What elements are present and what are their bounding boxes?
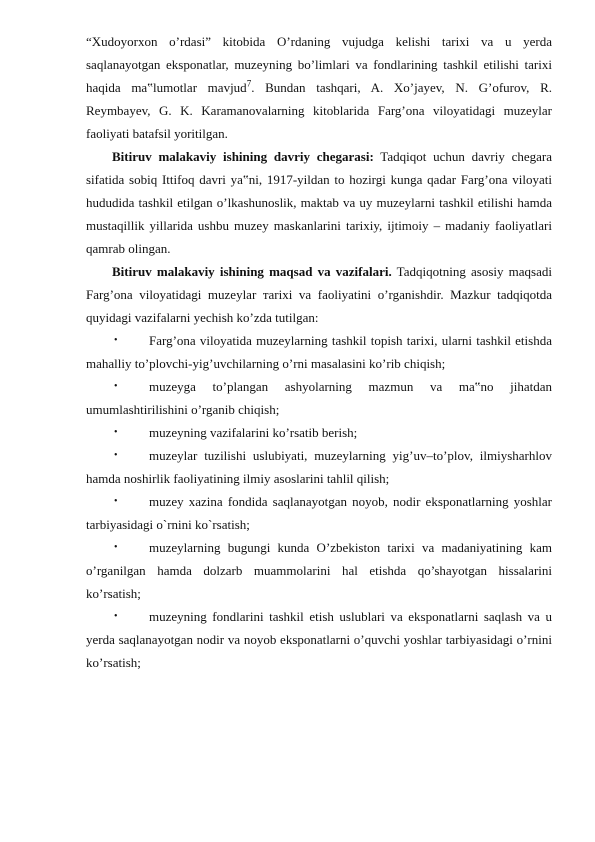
list-item (86, 329, 552, 375)
goals-text: Tadqiqotning asosiy maqsadi Farg’ona viloyatidagi muzeylar тarixi va faoliyatini o’rganishdir. Mazkur tadqiqotda quyidagi vazifalarni yechish ko’zda tutilgan: (86, 264, 552, 325)
bullet-icon: • (114, 335, 118, 346)
list-item (86, 490, 552, 536)
footnote-marker[interactable]: 7 (246, 78, 252, 89)
list-item (86, 444, 552, 490)
paragraph-goals (86, 260, 552, 329)
bullet-icon: • (114, 427, 118, 438)
paragraph-sources-tail: . Bundan tashqari, A. Xo’jayev, N. G’ofurov, R. Reymbayev, G. K. Karamanovalarning kitoblarida Farg’ona viloyatidagi muzeylar faoliyati batafsil yoritilgan. (86, 80, 552, 141)
list-item (86, 421, 552, 444)
period-text: Tadqiqot uchun davriy chegara sifatida sobiq Ittifoq davri ya‟ni, 1917-yildan to hozirgi kunga qadar Farg’ona viloyati hududida tashkil etilgan o’lkashunoslik, maktab va uy muzeylarni tashkil etilishi hamda mustaqillik yillarida ushbu muzey maskanlarini tarixiy, ijtimoiy – madaniy faoliyatlari qamrab olingan. (86, 149, 552, 256)
list-item (86, 536, 552, 605)
bullet-icon: • (114, 450, 118, 461)
list-item (86, 605, 552, 674)
list-item (86, 375, 552, 421)
list-item-text: muzeylarning bugungi kunda O’zbekiston tarixi va madaniyatining kam o’rganilgan hamda dolzarb muammolarini hal etishda qo’shayotgan hissalarini ko’rsatish; (86, 540, 552, 601)
bullet-icon: • (114, 496, 118, 507)
period-heading: Bitiruv malakaviy ishining davriy chegarasi: (112, 149, 374, 164)
goals-heading: Bitiruv malakaviy ishining maqsad va vazifalari. (112, 264, 392, 279)
bullet-icon: • (114, 611, 118, 622)
paragraph-sources (86, 30, 552, 145)
list-item-text: muzeyga to’plangan ashyolarning mazmun va ma‟no jihatdan umumlashtirilishini o’rganib chiqish; (86, 379, 552, 417)
list-item-text: muzeyning fondlarini tashkil etish uslublari va eksponatlarni saqlash va u yerda saqlanayotgan nodir va noyob eksponatlarni o’quvchi yoshlar tarbiyasidagi o’rnini ko’rsatish; (86, 609, 552, 670)
bullet-icon: • (114, 542, 118, 553)
bullet-icon: • (114, 381, 118, 392)
list-item-text: muzey xazina fondida saqlanayotgan noyob, nodir eksponatlarning yoshlar tarbiyasidagi o`rnini ko`rsatish; (86, 494, 552, 532)
list-item-text: muzeyning vazifalarini ko’rsatib berish; (149, 425, 358, 440)
paragraph-sources-text: “Xudoyorxon o’rdasi” kitobida O’rdaning vujudga kelishi tarixi va u yerda saqlanayotgan eksponatlar, muzeyning bo’limlari va fondlarining tashkil etilishi tarixi haqida ma‟lumotlar mavjud (86, 34, 552, 95)
paragraph-period (86, 145, 552, 260)
list-item-text: muzeylar tuzilishi uslubiyati, muzeylarning yig’uv–to’plov, ilmiysharhlov hamda noshirlik faoliyatining ilmiy asoslarini tahlil qilish; (86, 448, 552, 486)
list-item-text: Farg’ona viloyatida muzeylarning tashkil topish tarixi, ularni tashkil etishda mahalliy to’plovchi-yig’uvchilarning o’rni masalasini ko’rib chiqish; (86, 333, 552, 371)
